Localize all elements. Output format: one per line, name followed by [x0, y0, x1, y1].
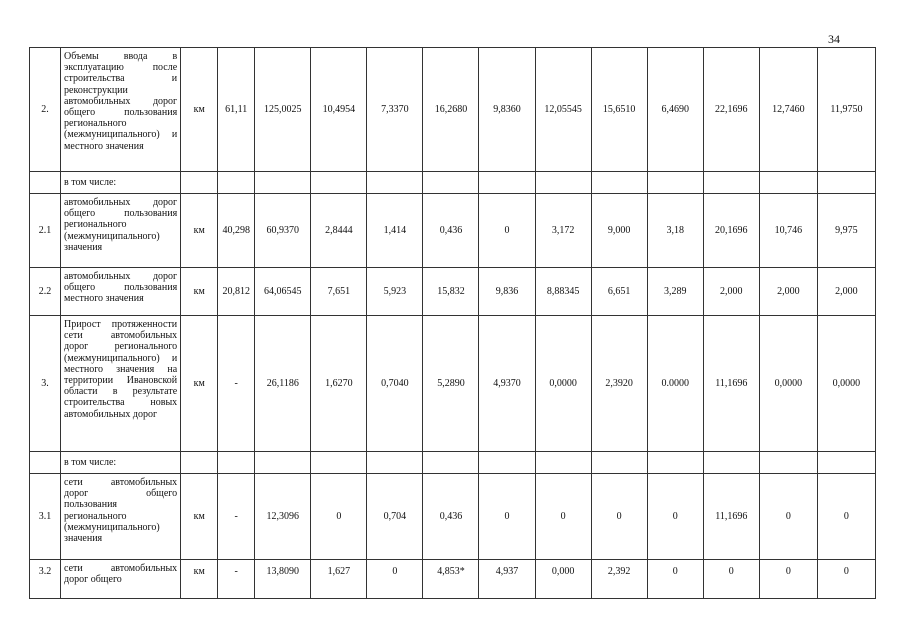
- value-cell: 5,2890: [423, 316, 479, 452]
- indicator-name-cell: Прирост протяженности сети автомобильных дорог регионального (межмуниципального) и местного значения на территории Ивановской области в результате строительства новых автомобильных дорог: [61, 316, 181, 452]
- value-cell: 12,3096: [255, 474, 311, 560]
- value-cell: 7,651: [311, 268, 367, 316]
- value-cell: [759, 452, 817, 474]
- value-cell: [647, 172, 703, 194]
- value-cell: 3,172: [535, 194, 591, 268]
- value-cell: 0: [591, 474, 647, 560]
- row-index-cell: 2.1: [30, 194, 61, 268]
- value-cell: 125,0025: [255, 48, 311, 172]
- value-cell: 64,06545: [255, 268, 311, 316]
- value-cell: -: [218, 316, 255, 452]
- value-cell: [591, 452, 647, 474]
- value-cell: 9,8360: [479, 48, 535, 172]
- value-cell: 4,853*: [423, 560, 479, 599]
- value-cell: 9,836: [479, 268, 535, 316]
- value-cell: [255, 452, 311, 474]
- value-cell: 60,9370: [255, 194, 311, 268]
- value-cell: 0,000: [535, 560, 591, 599]
- value-cell: [367, 452, 423, 474]
- value-cell: 20,1696: [703, 194, 759, 268]
- value-cell: 5,923: [367, 268, 423, 316]
- value-cell: [703, 452, 759, 474]
- value-cell: 0: [479, 194, 535, 268]
- value-cell: 2,000: [703, 268, 759, 316]
- unit-cell: [181, 452, 218, 474]
- value-cell: 0,7040: [367, 316, 423, 452]
- indicator-name-cell: в том числе:: [61, 172, 181, 194]
- indicator-name-cell: автомобильных дорог общего пользования местного значения: [61, 268, 181, 316]
- value-cell: 20,812: [218, 268, 255, 316]
- value-cell: [591, 172, 647, 194]
- value-cell: 4,937: [479, 560, 535, 599]
- value-cell: 15,6510: [591, 48, 647, 172]
- value-cell: 0,0000: [759, 316, 817, 452]
- unit-cell: км: [181, 194, 218, 268]
- value-cell: 0,0000: [817, 316, 875, 452]
- table-row: [30, 194, 876, 268]
- table-row: [30, 268, 876, 316]
- indicator-name-cell: сети автомобильных дорог общего пользования регионального (межмуниципального) значения: [61, 474, 181, 560]
- value-cell: [647, 452, 703, 474]
- indicator-name-cell: сети автомобильных дорог общего: [61, 560, 181, 599]
- table-row: [30, 452, 876, 474]
- table-body: [30, 48, 876, 599]
- value-cell: 0: [479, 474, 535, 560]
- table-row: [30, 474, 876, 560]
- value-cell: 0: [647, 560, 703, 599]
- unit-cell: км: [181, 474, 218, 560]
- unit-cell: км: [181, 316, 218, 452]
- value-cell: 2,392: [591, 560, 647, 599]
- value-cell: 1,6270: [311, 316, 367, 452]
- value-cell: [311, 452, 367, 474]
- value-cell: 11,1696: [703, 316, 759, 452]
- value-cell: [423, 452, 479, 474]
- value-cell: 0.0000: [647, 316, 703, 452]
- value-cell: 10,746: [759, 194, 817, 268]
- table-row: [30, 316, 876, 452]
- value-cell: [479, 172, 535, 194]
- row-index-cell: 3.2: [30, 560, 61, 599]
- indicator-name-cell: автомобильных дорог общего пользования регионального (межмуниципального) значения: [61, 194, 181, 268]
- value-cell: [535, 452, 591, 474]
- value-cell: 3,18: [647, 194, 703, 268]
- value-cell: [367, 172, 423, 194]
- unit-cell: км: [181, 268, 218, 316]
- value-cell: 12,05545: [535, 48, 591, 172]
- value-cell: 1,627: [311, 560, 367, 599]
- value-cell: 61,11: [218, 48, 255, 172]
- value-cell: 15,832: [423, 268, 479, 316]
- table-row: [30, 560, 876, 599]
- value-cell: [218, 172, 255, 194]
- value-cell: 0: [367, 560, 423, 599]
- value-cell: 6,4690: [647, 48, 703, 172]
- value-cell: 0: [703, 560, 759, 599]
- table-row: [30, 48, 876, 172]
- value-cell: 22,1696: [703, 48, 759, 172]
- value-cell: 13,8090: [255, 560, 311, 599]
- value-cell: 40,298: [218, 194, 255, 268]
- unit-cell: км: [181, 48, 218, 172]
- value-cell: 0: [647, 474, 703, 560]
- value-cell: 0,436: [423, 194, 479, 268]
- value-cell: 6,651: [591, 268, 647, 316]
- value-cell: 11,1696: [703, 474, 759, 560]
- row-index-cell: 2.: [30, 48, 61, 172]
- value-cell: 11,9750: [817, 48, 875, 172]
- value-cell: 0: [817, 474, 875, 560]
- value-cell: 0: [535, 474, 591, 560]
- indicator-name-cell: Объемы ввода в эксплуатацию после строительства и реконструкции автомобильных дорог общего пользования регионального (межмуниципального) и местного значения: [61, 48, 181, 172]
- value-cell: 2,000: [759, 268, 817, 316]
- value-cell: 0: [311, 474, 367, 560]
- data-table: [29, 47, 876, 599]
- value-cell: 0,704: [367, 474, 423, 560]
- value-cell: 2,000: [817, 268, 875, 316]
- value-cell: 0,436: [423, 474, 479, 560]
- value-cell: 4,9370: [479, 316, 535, 452]
- row-index-cell: 3.1: [30, 474, 61, 560]
- value-cell: 7,3370: [367, 48, 423, 172]
- indicator-name-cell: в том числе:: [61, 452, 181, 474]
- value-cell: [817, 452, 875, 474]
- value-cell: [218, 452, 255, 474]
- row-index-cell: 3.: [30, 316, 61, 452]
- value-cell: [255, 172, 311, 194]
- row-index-cell: [30, 452, 61, 474]
- unit-cell: км: [181, 560, 218, 599]
- value-cell: 26,1186: [255, 316, 311, 452]
- value-cell: [479, 452, 535, 474]
- value-cell: 2,3920: [591, 316, 647, 452]
- value-cell: 8,88345: [535, 268, 591, 316]
- row-index-cell: 2.2: [30, 268, 61, 316]
- value-cell: [535, 172, 591, 194]
- page-number: 34: [828, 32, 840, 46]
- value-cell: 9,975: [817, 194, 875, 268]
- value-cell: [703, 172, 759, 194]
- value-cell: [423, 172, 479, 194]
- value-cell: 0: [817, 560, 875, 599]
- value-cell: -: [218, 474, 255, 560]
- value-cell: -: [218, 560, 255, 599]
- value-cell: 0: [759, 474, 817, 560]
- value-cell: 12,7460: [759, 48, 817, 172]
- value-cell: 10,4954: [311, 48, 367, 172]
- value-cell: 3,289: [647, 268, 703, 316]
- value-cell: 0,0000: [535, 316, 591, 452]
- table-row: [30, 172, 876, 194]
- value-cell: [311, 172, 367, 194]
- row-index-cell: [30, 172, 61, 194]
- value-cell: 16,2680: [423, 48, 479, 172]
- value-cell: [759, 172, 817, 194]
- value-cell: [817, 172, 875, 194]
- value-cell: 1,414: [367, 194, 423, 268]
- value-cell: 0: [759, 560, 817, 599]
- value-cell: 2,8444: [311, 194, 367, 268]
- value-cell: 9,000: [591, 194, 647, 268]
- unit-cell: [181, 172, 218, 194]
